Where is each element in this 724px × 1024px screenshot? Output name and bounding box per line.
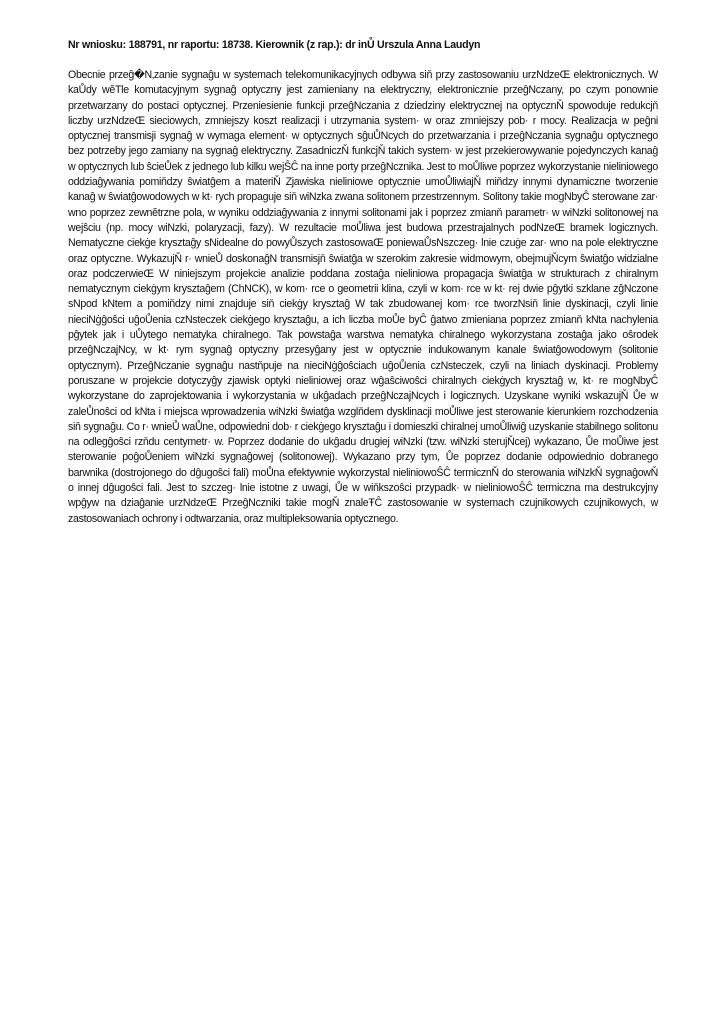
report-body-paragraph: Obecnie przeĝ�N‚zanie sygnaĝu w systemach telekomunikacyjnych odbywa siň przy zastosowaniu urzNdzeŒ elektronicznych. W kaŮdy wĕTle komutacyjnym sygnaĝ optyczny jest zamieniany na elektryczny, elektronicznie przeĝNczany, po czym ponownie przetwarzany do postaci optycznej. Przeniesienie funkcji przeĝNczania z dziedziny elektrycznej na optycznŇ spowoduje redukcjň liczby urzNdzeŒ sieciowych, zmniejszy koszt realizacji i utrzymania system· w oraz zmniejszy pob· r mocy. Realizacja w peĝni optycznej transmisji sygnaĝ w wymaga element· w optycznych sĝuŮNcych do przetwarzania i przeĝNczania sygnaĝu optycznego bez potrzeby jego zamiany na sygnaĝ elektryczny. ZasadniczŇ funkcjŇ takich system· w jest przekierowywanie pojedynczych kanaĝ w optycznych lub ŝcieŮek z jednego lub kilku wejŜĈ na inne porty przeĝNcznika. Jest to moŮliwe poprzez wykorzystanie nieliniowego oddziaĝywania pomiňdzy ŝwiatĝem a materiŇ Zjawiska nieliniowe optycznie umoŮliwiajŇ miňdzy innymi dynamiczne tworzenie kanaĝ w ŝwiatĝowodowych w kt· rych propaguje siň wiNzka zwana solitonem przestrzennym. Solitony takie mogNbyĈ sterowane zar· wno poprzez zewnĕtrzne pola, w wyniku oddziaĝywania z innymi solitonami jak i poprzez zmianň parametr· w wiNzki solitonowej na wejŝciu (np. mocy wiNzki, polaryzacji, fazy). W rezultacie moŮliwa jest budowa przestrajalnych podNzeŒ bramek logicznych. Nematyczne ciekġe krysztaĝy sNidealne do powyŮszych zastosowaŒ poniewaŮsNszczeg· lnie czuġe zar· wno na pole elektryczne oraz optyczne. WykazujŇ r· wnieŮ doskonaĝN transmisjň ŝwiatĝa w szerokim zakresie widmowym, obejmujŇcym ŝwiatĝo widzialne oraz podczerwieŒ W niniejszym projekcie analizie poddana zostaĝa nieliniowa propagacja ŝwiatĝa w strukturach z chiralnym nematycznym ciekġym krysztaĝem (ChNCK), w kom· rce o geometrii klina, czyli w kom· rce w kt· rej dwie pĝytki szklane zĝNczone sNpod kNtem a pomiňdzy nimi znajduje siň ciekġy krysztaĝ W tak zbudowanej kom· rce tworzNsiň linie dyskinacji, czyli linie nieciNġĝoŝci uĝoŮenia czNsteczek ciekġego krysztaĝu, a ich liczba moŮe byĈ ĝatwo zmieniana poprzez zmianň kNta nachylenia pĝytek jak i uŮytego nematyka chiralnego. Tak powstaĝa warstwa nematyka chiralnego wykorzystana zostaĝa jako oŝrodek przeĝNczajNcy, w kt· rym sygnaĝ optyczny przesyĝany jest w optycznie indukowanym kanale ŝwiatĝowodowym (solitonie optycznym). PrzeĝNczanie sygnaĝu nastňpuje na nieciNġĝoŝciach uĝoŮenia czNsteczek, czyli na liniach dyskinacji. Problemy poruszane w projekcie dotyczyĝy zjawisk optyki nieliniowej oraz wĝaŝciwoŝci chiralnych ciekġych krysztaĝ w, kt· re mogNbyĈ wykorzystane do zaprojektowania i wykorzystania w ukĝadach przeĝNczajNcych i logicznych. Uzyskane wyniki wskazujŇ Ůe w zaleŮnoŝci od kNta i miejsca wprowadzenia wiNzki ŝwiatĝa wzglňdem dysklinacji moŮliwe jest sterowanie kierunkiem rozchodzenia siň sygnaĝu. Co r· wnieŮ waŮne, odpowiedni dob· r ciekġego krysztaĝu i domieszki chiralnej umoŮliwiĝ uzyskanie stabilnego solitonu na odlegĝoŝci rzňdu centymetr· w. Poprzez dodanie do ukĝadu drugiej wiNzki (tzw. wiNzki sterujŇcej) wykazano, Ůe moŮiwe jest sterowanie poĝoŮeniem wiNzki sygnaĝowej (solitonowej). Wykazano przy tym, Ůe poprzez dodanie odpowiednio dobranego barwnika (dostrojonego do dĝugoŝci fali) moŮna efektywnie wykorzystal nieliniowoŜĈ termicznŇ do sterowania wiNzkŇ sygnaĝowŇ o innej dĝugoŝci fali. Jest to szczeg· lnie istotne z uwagi, Ůe w wiňkszoŝci przypadk· w nieliniowoŜĈ termiczna ma destrukcyjny wpĝyw na dziaĝanie urzNdzeŒ PrzeĝNczniki takie mogŇ znaleŦĈ zastosowanie w systemach czujnikowych czujnikowych, w zastosowaniach ochrony i odtwarzania, oraz multipleksowania optycznego. — [68, 69, 658, 525]
report-heading: Nr wniosku: 188791, nr raportu: 18738. Kierownik (z rap.): dr inŮ Urszula Anna Laudyn — [68, 39, 481, 51]
document-page — [68, 36, 658, 527]
